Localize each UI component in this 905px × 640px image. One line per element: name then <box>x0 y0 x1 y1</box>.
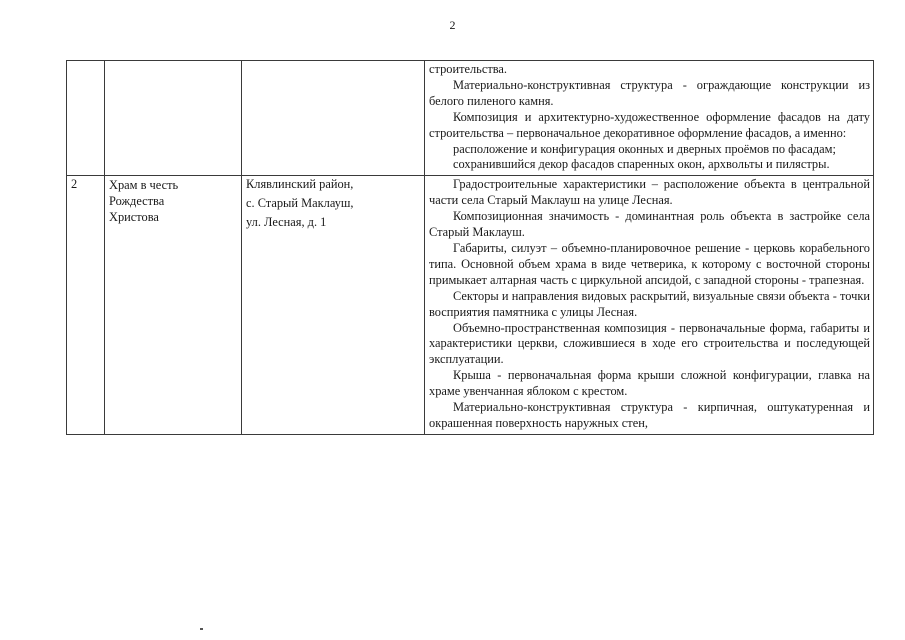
description-paragraph: строительства. <box>429 62 508 76</box>
description-paragraph: Габариты, силуэт – объемно-планировочное решение - церковь корабельного типа. Основной объем храма в виде четверика, к которому с восточной стороны примыкает алтарная часть с циркульной апсидой, с западной стороны - трапезная. <box>429 240 870 287</box>
cell-number <box>67 61 105 176</box>
object-name-line: Храм в честь <box>109 178 179 193</box>
description-paragraph: Материально-конструктивная структура - кирпичная, оштукатуренная и окрашенная поверхность наружных стен, <box>429 400 870 430</box>
table-row-2 <box>67 176 874 435</box>
description-paragraph: Секторы и направления видовых раскрытий, визуальные связи объекта - точки восприятия памятника с улицы Лесная. <box>429 288 870 319</box>
cell-address <box>242 176 425 435</box>
cell-number: 2 <box>67 176 105 435</box>
scan-speck <box>200 628 203 630</box>
description-paragraph: Композиция и архитектурно-художественное оформление фасадов на дату строительства – первоначальное декоративное оформление фасадов, а именно: <box>429 109 870 140</box>
table-row-continuation <box>67 61 874 176</box>
description-paragraph: Материально-конструктивная структура - ограждающие конструкции из белого пиленого камня. <box>429 77 870 108</box>
description-paragraph: Объемно-пространственная композиция - первоначальные форма, габариты и характеристики церкви, сложившиеся в ходе его строительства и последующей эксплуатации. <box>429 320 870 367</box>
description-paragraph: Композиционная значимость - доминантная роль объекта в застройке села Старый Маклауш. <box>429 209 870 240</box>
cell-description <box>425 176 874 435</box>
monuments-table <box>66 60 874 435</box>
cell-object-name <box>105 176 242 435</box>
description-paragraph: Градостроительные характеристики – расположение объекта в центральной части села Старый Маклауш на улице Лесная. <box>429 177 870 208</box>
cell-object-name <box>105 61 242 176</box>
description-paragraph: сохранившийся декор фасадов спаренных окон, архвольты и пилястры. <box>453 157 830 172</box>
address-line: ул. Лесная, д. 1 <box>246 215 327 230</box>
description-paragraph: Крыша - первоначальная форма крыши сложной конфигурации, главка на храме увенчанная яблоком с крестом. <box>429 368 870 399</box>
object-name-line: Христова <box>109 210 159 225</box>
cell-description <box>425 61 874 176</box>
page-number: 2 <box>449 18 456 32</box>
description-paragraph: расположение и конфигурация оконных и дверных проёмов по фасадам; <box>453 141 836 156</box>
address-line: Клявлинский район, <box>246 177 354 192</box>
object-name-line: Рождества <box>109 194 165 209</box>
address-line: с. Старый Маклауш, <box>246 196 354 211</box>
cell-address <box>242 61 425 176</box>
